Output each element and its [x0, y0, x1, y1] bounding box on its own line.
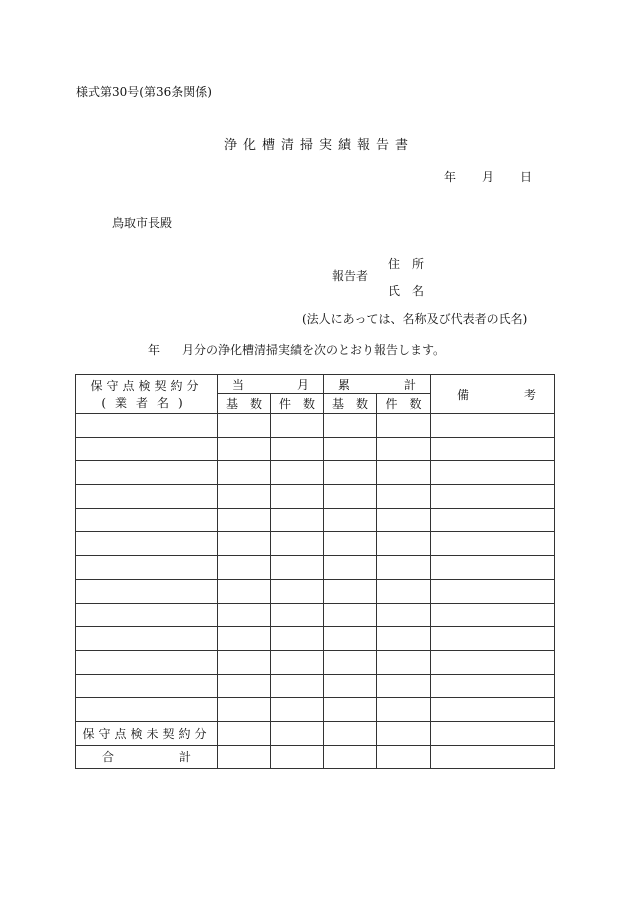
remarks-cell[interactable]: [431, 627, 555, 651]
table-row: [76, 532, 555, 556]
header-cumulative: [324, 375, 431, 394]
cell[interactable]: [377, 579, 431, 603]
cell[interactable]: [377, 721, 431, 745]
cell[interactable]: [218, 745, 271, 769]
vendor-cell[interactable]: [76, 532, 218, 556]
remarks-cell[interactable]: [431, 721, 555, 745]
cell[interactable]: [324, 461, 377, 485]
cell[interactable]: [377, 674, 431, 698]
cell[interactable]: [377, 414, 431, 438]
vendor-cell[interactable]: [76, 414, 218, 438]
remarks-cell[interactable]: [431, 745, 555, 769]
remarks-cell[interactable]: [431, 603, 555, 627]
header-contract-cell: [76, 375, 218, 414]
vendor-cell[interactable]: [76, 674, 218, 698]
header-remarks: [431, 375, 555, 414]
cell[interactable]: [218, 627, 271, 651]
cell[interactable]: [324, 579, 377, 603]
header-remarks-2: 考: [523, 387, 536, 402]
header-contract-sub: (業者名): [101, 396, 192, 410]
intro-text: 月分の浄化槽清掃実績を次のとおり報告します。: [182, 343, 446, 357]
header-remarks-1: 備: [457, 387, 470, 402]
table-row: [76, 437, 555, 461]
vendor-cell[interactable]: [76, 485, 218, 509]
vendor-cell[interactable]: [76, 698, 218, 722]
reporter-label: 報告者: [332, 269, 369, 283]
remarks-cell[interactable]: [431, 485, 555, 509]
cell[interactable]: [218, 674, 271, 698]
cell[interactable]: [218, 650, 271, 674]
cell[interactable]: [218, 556, 271, 580]
date-line: [444, 171, 532, 183]
table-row: [76, 674, 555, 698]
cell[interactable]: [324, 532, 377, 556]
cell[interactable]: [271, 603, 324, 627]
cell[interactable]: [324, 508, 377, 532]
cell[interactable]: [324, 556, 377, 580]
cell[interactable]: [218, 414, 271, 438]
cell[interactable]: [377, 532, 431, 556]
cell[interactable]: [271, 579, 324, 603]
cell[interactable]: [377, 508, 431, 532]
vendor-cell[interactable]: [76, 650, 218, 674]
remarks-cell[interactable]: [431, 437, 555, 461]
form-number: 様式第30号(第36条関係): [76, 85, 212, 99]
table-row: [76, 461, 555, 485]
cell[interactable]: [218, 603, 271, 627]
cell[interactable]: [218, 532, 271, 556]
sub-cumulative-units: 基 数: [324, 394, 377, 414]
cell[interactable]: [324, 674, 377, 698]
cell[interactable]: [377, 745, 431, 769]
cell[interactable]: [271, 437, 324, 461]
cell[interactable]: [377, 485, 431, 509]
table-row: [76, 698, 555, 722]
header-current-1: 当: [232, 377, 245, 392]
corporation-note: (法人にあっては、名称及び代表者の氏名): [302, 312, 528, 326]
cell[interactable]: [324, 437, 377, 461]
document-title: 浄化槽清掃実績報告書: [223, 138, 414, 153]
cell[interactable]: [218, 437, 271, 461]
report-table: [75, 374, 555, 769]
header-cumulative-1: 累: [338, 377, 351, 392]
cell[interactable]: [271, 461, 324, 485]
cell[interactable]: [218, 721, 271, 745]
remarks-cell[interactable]: [431, 508, 555, 532]
cell[interactable]: [377, 603, 431, 627]
cell[interactable]: [218, 461, 271, 485]
vendor-cell[interactable]: [76, 508, 218, 532]
cell[interactable]: [324, 414, 377, 438]
cell[interactable]: [377, 461, 431, 485]
cell[interactable]: [271, 627, 324, 651]
total-label-1: 合: [102, 750, 115, 765]
reporter-name-label: 氏 名: [388, 284, 425, 298]
table-row: [76, 603, 555, 627]
table-row: [76, 650, 555, 674]
cell[interactable]: [218, 579, 271, 603]
intro-sentence: [148, 344, 445, 356]
uncontracted-row: [76, 721, 555, 745]
vendor-cell[interactable]: [76, 627, 218, 651]
remarks-cell[interactable]: [431, 650, 555, 674]
date-year: 年: [444, 170, 457, 184]
cell[interactable]: [218, 698, 271, 722]
table-row: [76, 508, 555, 532]
remarks-cell[interactable]: [431, 532, 555, 556]
cell[interactable]: [271, 414, 324, 438]
cell[interactable]: [324, 745, 377, 769]
sub-current-units: 基 数: [218, 394, 271, 414]
remarks-cell[interactable]: [431, 414, 555, 438]
cell[interactable]: [324, 627, 377, 651]
remarks-cell[interactable]: [431, 461, 555, 485]
total-row: [76, 745, 555, 769]
cell[interactable]: [271, 556, 324, 580]
remarks-cell[interactable]: [431, 674, 555, 698]
header-contract: 保守点検契約分: [90, 379, 203, 393]
intro-year: 年: [148, 343, 161, 357]
cell[interactable]: [271, 532, 324, 556]
header-current-month: [218, 375, 324, 394]
cell[interactable]: [271, 721, 324, 745]
uncontracted-label: 保守点検未契約分: [76, 721, 218, 745]
header-current-2: 月: [296, 377, 309, 392]
cell[interactable]: [377, 627, 431, 651]
cell[interactable]: [377, 698, 431, 722]
sub-current-count: 件 数: [271, 394, 324, 414]
cell[interactable]: [377, 650, 431, 674]
vendor-cell[interactable]: [76, 556, 218, 580]
cell[interactable]: [324, 485, 377, 509]
cell[interactable]: [377, 437, 431, 461]
cell[interactable]: [271, 698, 324, 722]
date-month: 月: [482, 170, 495, 184]
cell[interactable]: [324, 650, 377, 674]
cell[interactable]: [324, 698, 377, 722]
reporter-address-label: 住 所: [388, 257, 425, 271]
remarks-cell[interactable]: [431, 579, 555, 603]
cell[interactable]: [377, 556, 431, 580]
vendor-cell[interactable]: [76, 437, 218, 461]
sub-cumulative-count: 件 数: [377, 394, 431, 414]
total-label-cell: [76, 745, 218, 769]
vendor-cell[interactable]: [76, 603, 218, 627]
cell[interactable]: [271, 674, 324, 698]
remarks-cell[interactable]: [431, 698, 555, 722]
cell[interactable]: [324, 603, 377, 627]
header-cumulative-2: 計: [403, 377, 416, 392]
cell[interactable]: [271, 745, 324, 769]
remarks-cell[interactable]: [431, 556, 555, 580]
cell[interactable]: [271, 485, 324, 509]
cell[interactable]: [271, 650, 324, 674]
table-row: [76, 627, 555, 651]
table-row: [76, 579, 555, 603]
cell[interactable]: [324, 721, 377, 745]
vendor-cell[interactable]: [76, 579, 218, 603]
table-row: [76, 414, 555, 438]
vendor-cell[interactable]: [76, 461, 218, 485]
table-row: [76, 485, 555, 509]
cell[interactable]: [218, 508, 271, 532]
date-day: 日: [520, 170, 533, 184]
table-row: [76, 556, 555, 580]
total-label-2: 計: [178, 750, 191, 765]
cell[interactable]: [218, 485, 271, 509]
addressee: 鳥取市長殿: [112, 216, 173, 230]
cell[interactable]: [271, 508, 324, 532]
